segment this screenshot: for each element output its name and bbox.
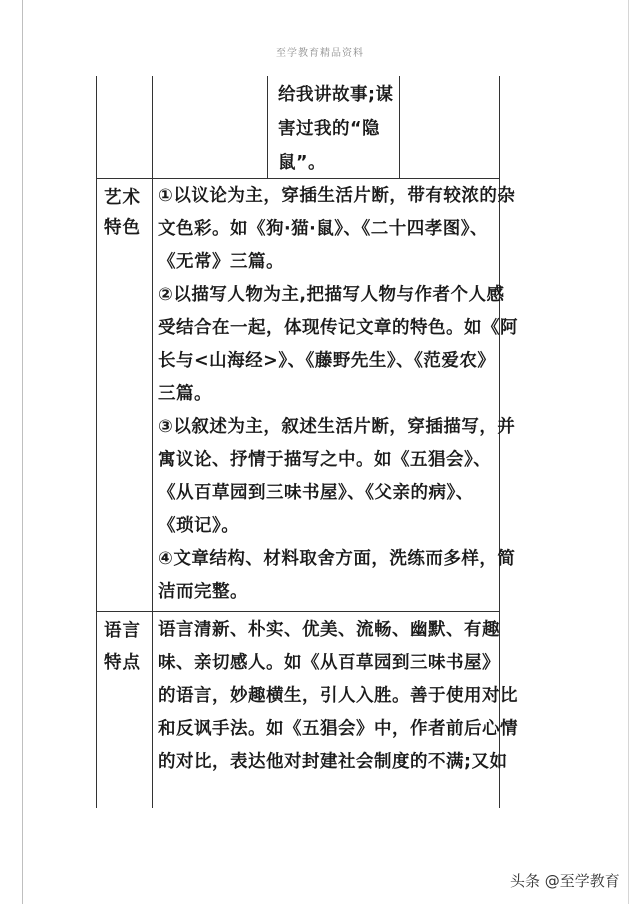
top-row-inner-left xyxy=(267,76,268,178)
page-edge-left xyxy=(22,0,23,904)
art-features-label-1: 艺术 xyxy=(104,188,141,208)
page-edge-right xyxy=(628,0,629,904)
top-row-line-2: 害过我的“隐 xyxy=(278,119,381,139)
art-line-3: 《无常》三篇。 xyxy=(158,252,284,272)
art-line-11: 《琐记》。 xyxy=(158,516,240,536)
art-line-6: 长与<山海经>》、《藤野先生》、《范爱农》 xyxy=(158,351,496,371)
table-border-col1 xyxy=(152,76,153,808)
language-line-4: 和反讽手法。如《五猖会》中，作者前后心情 xyxy=(158,719,518,739)
art-line-8: ③以叙述为主，叙述生活片断，穿插描写，并 xyxy=(158,417,516,437)
art-line-13: 洁而完整。 xyxy=(158,582,248,602)
language-features-label-1: 语言 xyxy=(104,621,141,641)
top-row-inner-right xyxy=(399,76,400,178)
art-features-label-2: 特色 xyxy=(104,218,141,238)
language-line-5: 的对比，表达他对封建社会制度的不满;又如 xyxy=(158,752,508,772)
art-line-10: 《从百草园到三味书屋》、《父亲的病》、 xyxy=(158,483,474,503)
language-line-3: 的语言，妙趣横生，引人入胜。善于使用对比 xyxy=(158,686,518,706)
top-row-line-1: 给我讲故事;谋 xyxy=(278,85,394,105)
art-line-7: 三篇。 xyxy=(158,384,212,404)
art-line-9: 寓议论、抒情于描写之中。如《五猖会》、 xyxy=(158,450,492,470)
art-line-1: ①以议论为主，穿插生活片断，带有较浓的杂 xyxy=(158,186,516,206)
language-line-2: 味、亲切感人。如《从百草园到三味书屋》 xyxy=(158,653,500,673)
table-border-left xyxy=(96,76,97,808)
art-line-4: ②以描写人物为主,把描写人物与作者个人感 xyxy=(158,285,505,305)
language-features-label-2: 特点 xyxy=(104,653,141,673)
art-line-2: 文色彩。如《狗·猫·鼠》、《二十四孝图》、 xyxy=(158,219,489,239)
art-line-12: ④文章结构、材料取舍方面，洗练而多样，简 xyxy=(158,549,516,569)
art-line-5: 受结合在一起，体现传记文章的特色。如《阿 xyxy=(158,318,518,338)
source-watermark: 头条 @至学教育 xyxy=(510,872,620,890)
language-line-1: 语言清新、朴实、优美、流畅、幽默、有趣 xyxy=(158,620,500,640)
top-row-line-3: 鼠”。 xyxy=(278,153,327,173)
row-divider-2 xyxy=(96,611,500,612)
page-header: 至学教育精品资料 xyxy=(276,48,364,59)
